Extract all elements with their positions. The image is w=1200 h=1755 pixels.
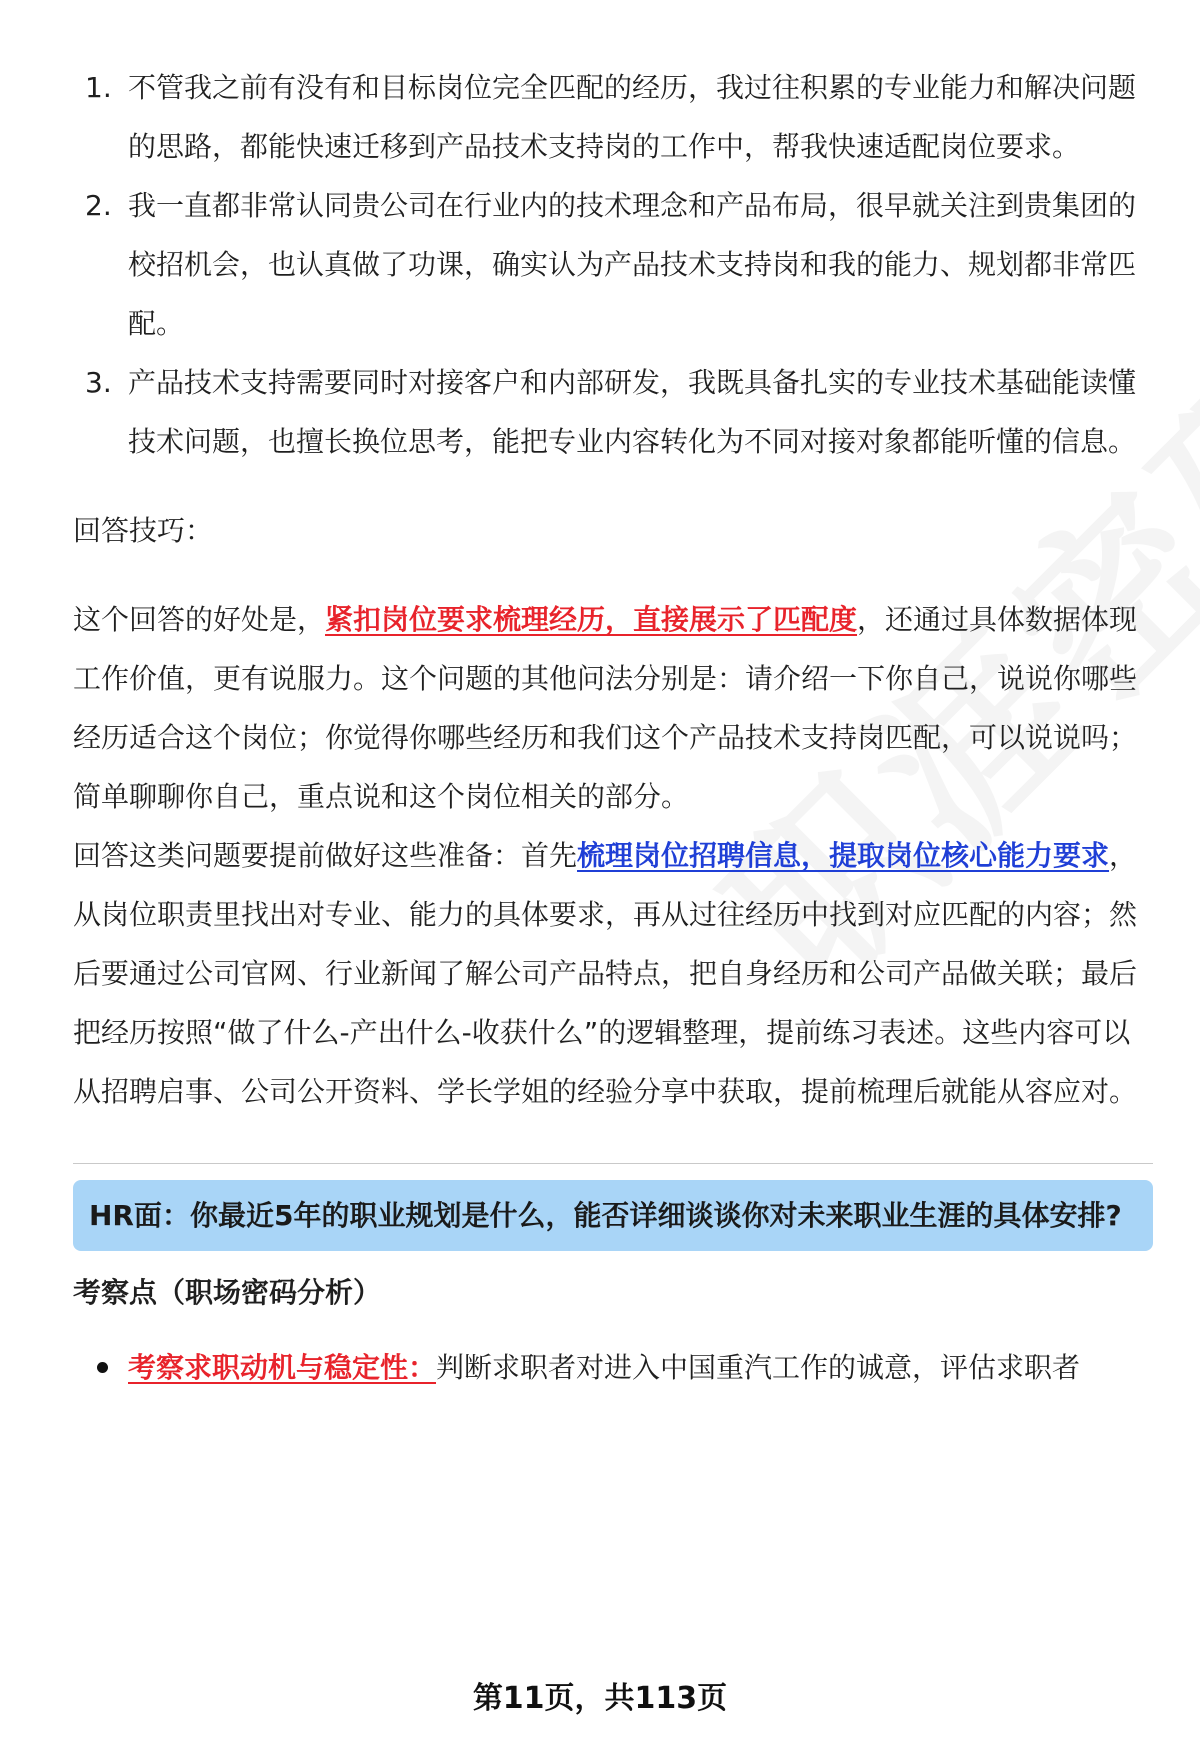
list-item: [73, 176, 1153, 353]
list-text: 我一直都非常认同贵公司在行业内的技术理念和产品布局，很早就关注到贵集团的校招机会，也认真做了功课，确实认为产品技术支持岗和我的能力、规划都非常匹配。: [128, 189, 1137, 340]
tips-paragraph-1: [73, 590, 1153, 826]
tips-heading: 回答技巧：: [73, 514, 214, 547]
list-number: 3.: [85, 366, 112, 399]
tips-text: 回答这类问题要提前做好这些准备：首先: [73, 839, 578, 872]
page-number: 第11页，共113页: [472, 1681, 728, 1716]
section-title: 考察点（职场密码分析）: [73, 1276, 382, 1309]
document-page: [73, 58, 1153, 1397]
list-item: [73, 1338, 1153, 1397]
question-text: HR面：你最近5年的职业规划是什么，能否详细谈谈你对未来职业生涯的具体安排?: [89, 1199, 1122, 1232]
list-item: [73, 353, 1153, 471]
answer-list: [73, 58, 1153, 471]
bullet-list: [73, 1338, 1153, 1397]
list-text: 不管我之前有没有和目标岗位完全匹配的经历，我过往积累的专业能力和解决问题的思路，都能快速迁移到产品技术支持岗的工作中，帮我快速适配岗位要求。: [128, 71, 1137, 163]
list-text: 产品技术支持需要同时对接客户和内部研发，我既具备扎实的专业技术基础能读懂技术问题，也擅长换位思考，能把专业内容转化为不同对接对象都能听懂的信息。: [128, 366, 1137, 458]
emphasis-blue-text: 梳理岗位招聘信息，提取岗位核心能力要求: [577, 839, 1110, 872]
tips-text: 这个回答的好处是，: [73, 603, 326, 636]
list-number: 1.: [85, 71, 112, 104]
bullet-dot-icon: [97, 1362, 108, 1373]
divider: [73, 1163, 1153, 1164]
tips-text: ，还通过具体数据体现工作价值，更有说服力。这个问题的其他问法分别是：请介绍一下你自己，说说你哪些经历适合这个岗位；你觉得你哪些经历和我们这个产品技术支持岗匹配，可以说说吗；简单聊聊你自己，重点说和这个岗位相关的部分。: [73, 603, 1138, 813]
list-item: [73, 58, 1153, 176]
emphasis-red-text: 紧扣岗位要求梳理经历，直接展示了匹配度: [325, 603, 858, 636]
bullet-text: 判断求职者对进入中国重汽工作的诚意，评估求职者: [436, 1351, 1081, 1384]
question-box: [73, 1180, 1153, 1251]
bullet-label: 考察求职动机与稳定性：: [128, 1351, 437, 1384]
tips-text: ，从岗位职责里找出对专业、能力的具体要求，再从过往经历中找到对应匹配的内容；然后要通过公司官网、行业新闻了解公司产品特点，把自身经历和公司产品做关联；最后把经历按照“做了什么-产出什么-收获什么”的逻辑整理，提前练习表述。这些内容可以从招聘启事、公司公开资料、学长学姐的经验分享中获取，提前梳理后就能从容应对。: [73, 839, 1138, 1108]
list-number: 2.: [85, 189, 112, 222]
tips-paragraph-2: [73, 826, 1153, 1121]
